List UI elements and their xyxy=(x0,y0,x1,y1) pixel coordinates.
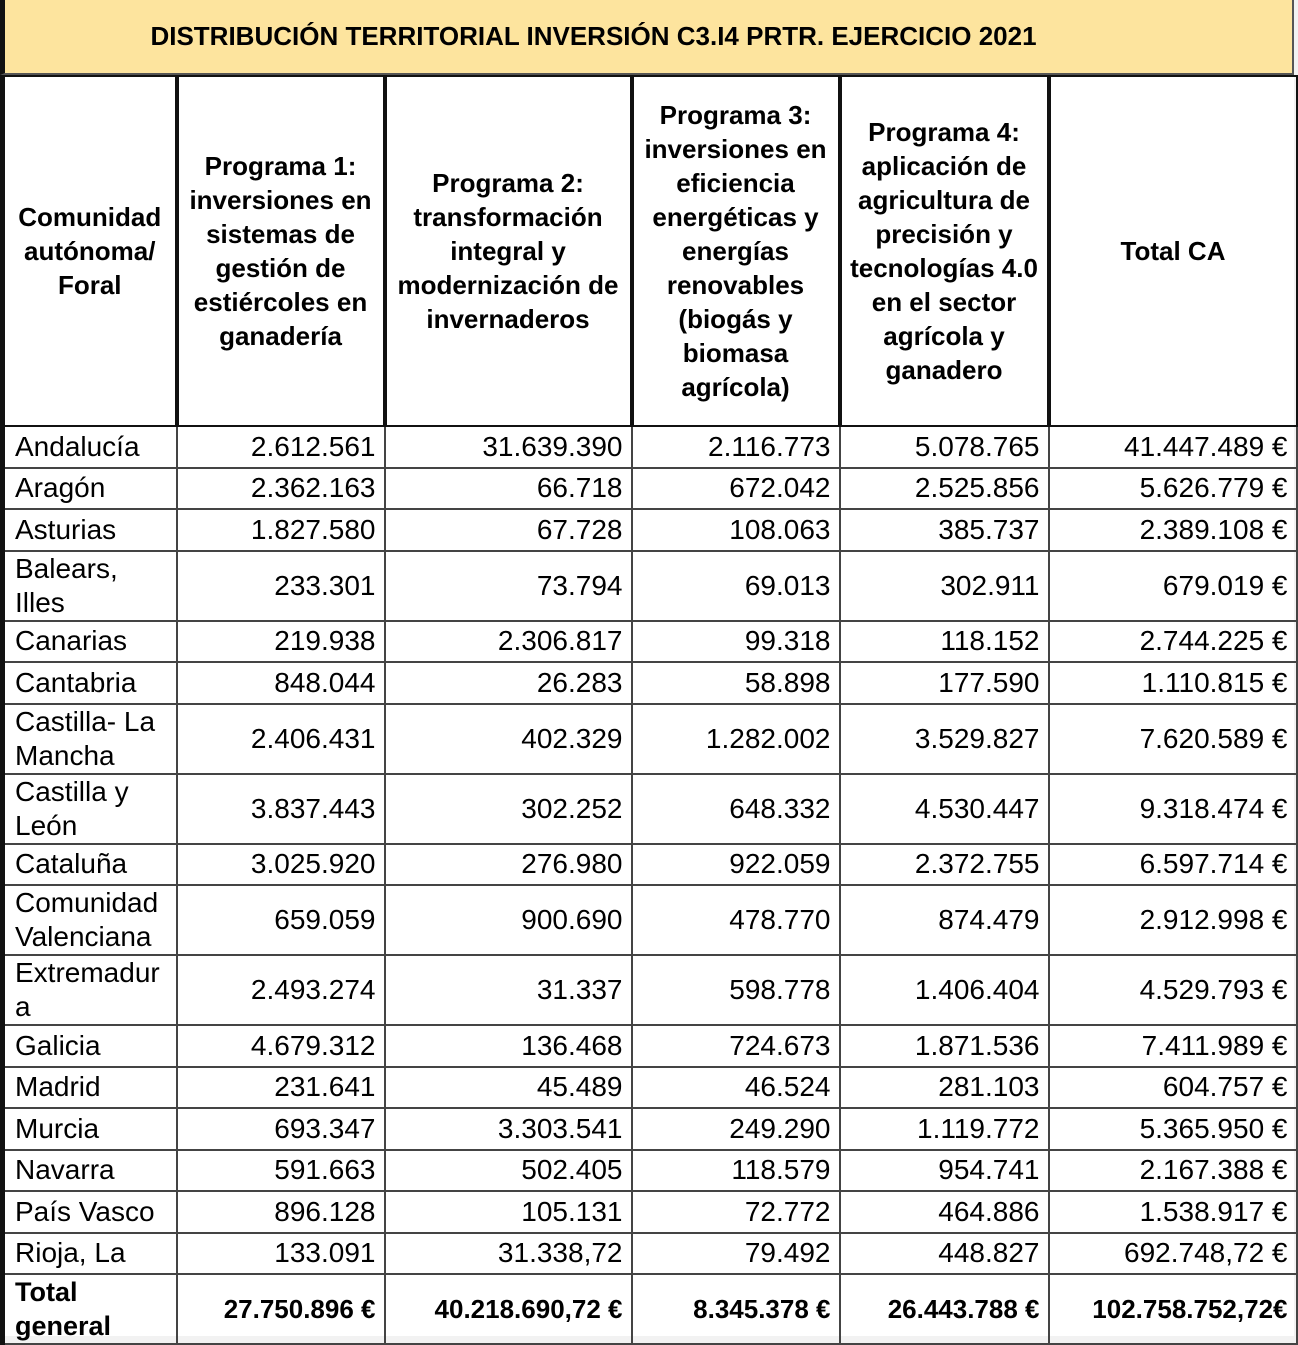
col-header-programa-4: Programa 4: aplicación de agricultura de precisión y tecnologías 4.0 en el sector agrícola y ganadero xyxy=(840,76,1049,426)
cell-p4: 2.372.755 xyxy=(840,844,1049,886)
cell-p2: 73.794 xyxy=(385,551,632,621)
cell-p3: 2.116.773 xyxy=(632,426,840,468)
cell-p3: 108.063 xyxy=(632,509,840,551)
cell-p4: 448.827 xyxy=(840,1233,1049,1275)
cell-p1: 659.059 xyxy=(177,885,385,955)
distribution-table xyxy=(0,75,1298,1345)
total-label: Total general xyxy=(3,1274,177,1344)
cell-p4: 954.741 xyxy=(840,1150,1049,1192)
cell-p3: 46.524 xyxy=(632,1067,840,1109)
cell-p2: 276.980 xyxy=(385,844,632,886)
cell-total: 7.620.589 € xyxy=(1049,704,1297,774)
table-row xyxy=(3,1233,1297,1275)
cell-p4: 1.406.404 xyxy=(840,955,1049,1025)
cell-p3: 478.770 xyxy=(632,885,840,955)
col-header-region: Comunidad autónoma/ Foral xyxy=(3,76,177,426)
region-name: Galicia xyxy=(3,1025,177,1067)
col-header-total-ca: Total CA xyxy=(1049,76,1297,426)
cell-p2: 66.718 xyxy=(385,468,632,510)
cell-total: 1.110.815 € xyxy=(1049,662,1297,704)
cell-p2: 2.306.817 xyxy=(385,621,632,663)
cell-p4: 385.737 xyxy=(840,509,1049,551)
cell-p3: 922.059 xyxy=(632,844,840,886)
cell-total: 4.529.793 € xyxy=(1049,955,1297,1025)
cell-p3: 99.318 xyxy=(632,621,840,663)
total-grand: 102.758.752,72€ xyxy=(1049,1274,1297,1344)
cell-p1: 848.044 xyxy=(177,662,385,704)
cell-p4: 464.886 xyxy=(840,1191,1049,1233)
cell-p2: 31.639.390 xyxy=(385,426,632,468)
cell-total: 2.744.225 € xyxy=(1049,621,1297,663)
table-row xyxy=(3,1025,1297,1067)
cell-p1: 2.612.561 xyxy=(177,426,385,468)
cell-p1: 591.663 xyxy=(177,1150,385,1192)
region-name: Comunidad Valenciana xyxy=(3,885,177,955)
cell-total: 6.597.714 € xyxy=(1049,844,1297,886)
cell-p1: 133.091 xyxy=(177,1233,385,1275)
cell-p1: 2.493.274 xyxy=(177,955,385,1025)
cell-p1: 233.301 xyxy=(177,551,385,621)
cell-p3: 598.778 xyxy=(632,955,840,1025)
cell-p3: 79.492 xyxy=(632,1233,840,1275)
cell-p4: 302.911 xyxy=(840,551,1049,621)
table-row xyxy=(3,955,1297,1025)
cell-p1: 3.837.443 xyxy=(177,774,385,844)
table-title: DISTRIBUCIÓN TERRITORIAL INVERSIÓN C3.I4 PRTR. EJERCICIO 2021 xyxy=(150,21,1037,51)
cell-p3: 648.332 xyxy=(632,774,840,844)
region-name: Asturias xyxy=(3,509,177,551)
table-row xyxy=(3,1150,1297,1192)
region-name: Balears, Illes xyxy=(3,551,177,621)
cell-p3: 724.673 xyxy=(632,1025,840,1067)
cell-p1: 1.827.580 xyxy=(177,509,385,551)
cell-p2: 45.489 xyxy=(385,1067,632,1109)
region-name: Aragón xyxy=(3,468,177,510)
cell-p1: 231.641 xyxy=(177,1067,385,1109)
cell-p2: 502.405 xyxy=(385,1150,632,1192)
cell-p1: 3.025.920 xyxy=(177,844,385,886)
region-name: Castilla y León xyxy=(3,774,177,844)
cell-p1: 4.679.312 xyxy=(177,1025,385,1067)
region-name: Cantabria xyxy=(3,662,177,704)
cell-p4: 281.103 xyxy=(840,1067,1049,1109)
table-row xyxy=(3,885,1297,955)
cell-total: 5.626.779 € xyxy=(1049,468,1297,510)
cell-p4: 4.530.447 xyxy=(840,774,1049,844)
cell-total: 41.447.489 € xyxy=(1049,426,1297,468)
table-row xyxy=(3,1067,1297,1109)
col-header-programa-3: Programa 3: inversiones en eficiencia energéticas y energías renovables (biogás y biomasa agrícola) xyxy=(632,76,840,426)
cell-p2: 302.252 xyxy=(385,774,632,844)
cell-p1: 896.128 xyxy=(177,1191,385,1233)
cell-p3: 72.772 xyxy=(632,1191,840,1233)
region-name: Madrid xyxy=(3,1067,177,1109)
cell-p3: 249.290 xyxy=(632,1108,840,1150)
cell-p1: 2.362.163 xyxy=(177,468,385,510)
table-row xyxy=(3,468,1297,510)
cell-total: 604.757 € xyxy=(1049,1067,1297,1109)
region-name: Extremadura xyxy=(3,955,177,1025)
table-row xyxy=(3,704,1297,774)
total-row xyxy=(3,1274,1297,1344)
region-name: Canarias xyxy=(3,621,177,663)
cell-p2: 402.329 xyxy=(385,704,632,774)
total-p3: 8.345.378 € xyxy=(632,1274,840,1344)
cell-p2: 3.303.541 xyxy=(385,1108,632,1150)
table-row xyxy=(3,621,1297,663)
cell-p4: 177.590 xyxy=(840,662,1049,704)
cell-p4: 874.479 xyxy=(840,885,1049,955)
cell-total: 5.365.950 € xyxy=(1049,1108,1297,1150)
cell-total: 7.411.989 € xyxy=(1049,1025,1297,1067)
table-row xyxy=(3,509,1297,551)
cell-p4: 2.525.856 xyxy=(840,468,1049,510)
cell-p4: 1.871.536 xyxy=(840,1025,1049,1067)
cell-p1: 2.406.431 xyxy=(177,704,385,774)
region-name: Castilla- La Mancha xyxy=(3,704,177,774)
cell-p4: 1.119.772 xyxy=(840,1108,1049,1150)
table-row xyxy=(3,844,1297,886)
cell-p3: 672.042 xyxy=(632,468,840,510)
cell-p3: 69.013 xyxy=(632,551,840,621)
cell-p4: 118.152 xyxy=(840,621,1049,663)
cell-p2: 105.131 xyxy=(385,1191,632,1233)
col-header-programa-1: Programa 1: inversiones en sistemas de gestión de estiércoles en ganadería xyxy=(177,76,385,426)
table-row xyxy=(3,551,1297,621)
region-name: País Vasco xyxy=(3,1191,177,1233)
cell-p2: 31.338,72 xyxy=(385,1233,632,1275)
cell-total: 9.318.474 € xyxy=(1049,774,1297,844)
cell-p1: 693.347 xyxy=(177,1108,385,1150)
cell-total: 692.748,72 € xyxy=(1049,1233,1297,1275)
cell-p2: 900.690 xyxy=(385,885,632,955)
header-row xyxy=(3,76,1297,426)
region-name: Murcia xyxy=(3,1108,177,1150)
cell-p2: 31.337 xyxy=(385,955,632,1025)
cell-total: 1.538.917 € xyxy=(1049,1191,1297,1233)
col-header-programa-2: Programa 2: transformación integral y modernización de invernaderos xyxy=(385,76,632,426)
cell-p4: 3.529.827 xyxy=(840,704,1049,774)
cell-p3: 118.579 xyxy=(632,1150,840,1192)
title-band xyxy=(0,0,1294,75)
table-row xyxy=(3,662,1297,704)
cell-total: 679.019 € xyxy=(1049,551,1297,621)
cell-total: 2.912.998 € xyxy=(1049,885,1297,955)
cell-p2: 136.468 xyxy=(385,1025,632,1067)
table-row xyxy=(3,1191,1297,1233)
cell-p2: 26.283 xyxy=(385,662,632,704)
total-p1: 27.750.896 € xyxy=(177,1274,385,1344)
cell-total: 2.167.388 € xyxy=(1049,1150,1297,1192)
table-row xyxy=(3,1108,1297,1150)
cell-p2: 67.728 xyxy=(385,509,632,551)
region-name: Navarra xyxy=(3,1150,177,1192)
cell-total: 2.389.108 € xyxy=(1049,509,1297,551)
cell-p1: 219.938 xyxy=(177,621,385,663)
cell-p3: 1.282.002 xyxy=(632,704,840,774)
region-name: Andalucía xyxy=(3,426,177,468)
total-p4: 26.443.788 € xyxy=(840,1274,1049,1344)
cell-p3: 58.898 xyxy=(632,662,840,704)
table-row xyxy=(3,774,1297,844)
table-row xyxy=(3,426,1297,468)
cell-p4: 5.078.765 xyxy=(840,426,1049,468)
region-name: Rioja, La xyxy=(3,1233,177,1275)
region-name: Cataluña xyxy=(3,844,177,886)
total-p2: 40.218.690,72 € xyxy=(385,1274,632,1344)
